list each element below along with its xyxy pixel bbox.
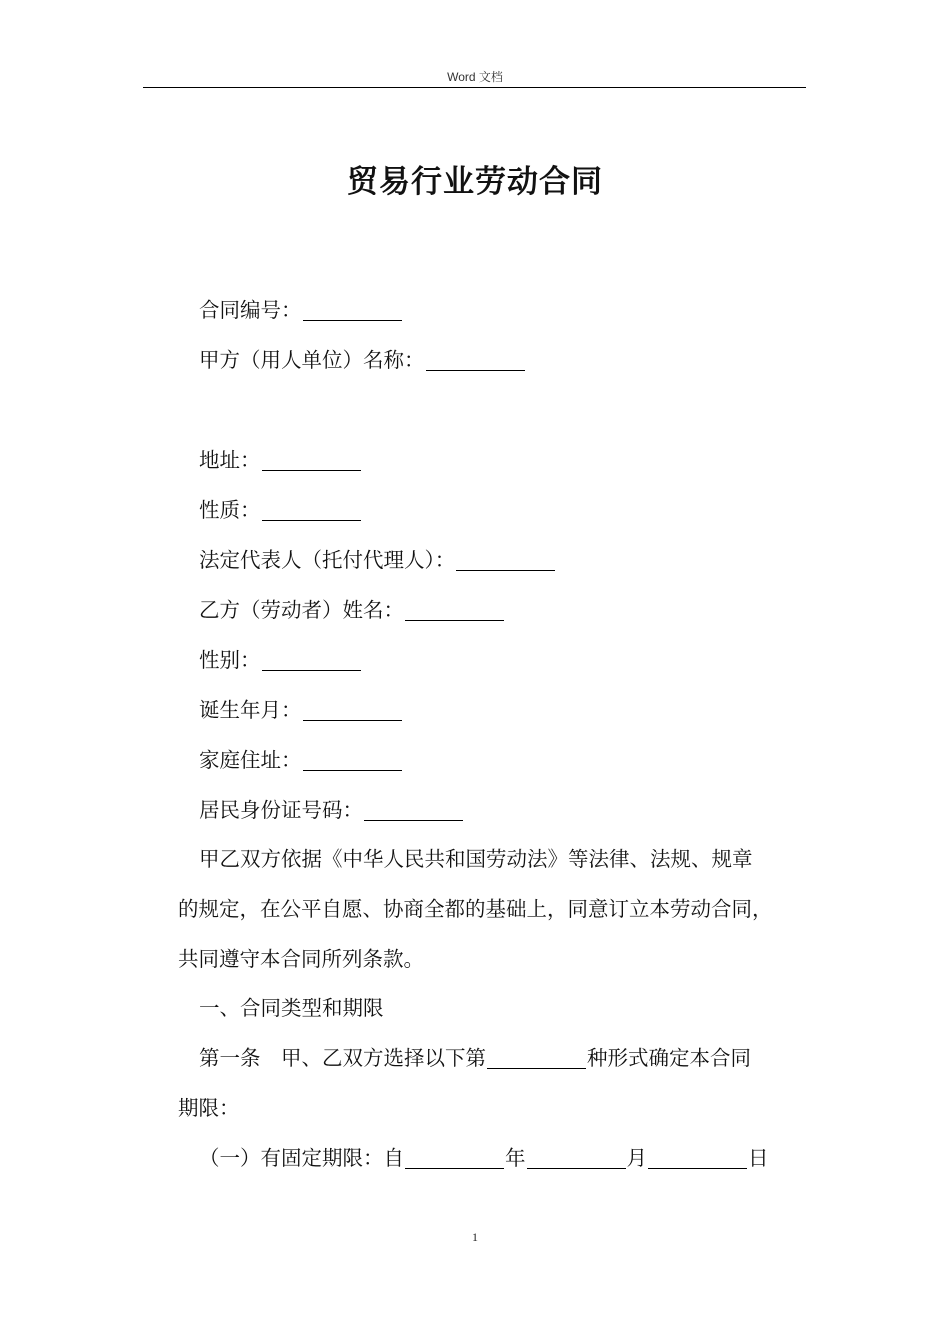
party-a-name-label: 甲方（用人单位）名称： (199, 348, 425, 372)
gender-label: 性别： (199, 648, 261, 672)
month-blank (527, 1148, 626, 1169)
legal-rep-blank (456, 550, 555, 571)
section-1-heading: 一、合同类型和期限 (199, 996, 384, 1020)
contract-number-blank (303, 300, 402, 321)
id-number-line (199, 796, 464, 824)
page-number: 1 (472, 1230, 478, 1244)
fixed-term-line (199, 1144, 769, 1172)
year-blank (405, 1148, 504, 1169)
preamble-line-2: 的规定，在公平自愿、协商全都的基础上，同意订立本劳动合同， (178, 897, 773, 921)
month-label: 月 (626, 1146, 647, 1170)
contract-number-label: 合同编号： (199, 298, 302, 322)
party-a-name-blank (426, 350, 525, 371)
year-label: 年 (505, 1146, 526, 1170)
preamble-line-3: 共同遵守本合同所列条款。 (178, 947, 424, 971)
home-address-label: 家庭住址： (199, 748, 302, 772)
address-blank (262, 450, 361, 471)
home-address-blank (303, 750, 402, 771)
gender-blank (262, 650, 361, 671)
nature-label: 性质： (199, 498, 261, 522)
article-1-line-2: 期限： (178, 1096, 240, 1120)
preamble-line-1: 甲乙双方依据《中华人民共和国劳动法》等法律、法规、规章 (199, 847, 753, 871)
day-blank (648, 1148, 747, 1169)
birth-line (199, 696, 403, 724)
birth-label: 诞生年月： (199, 698, 302, 722)
day-label: 日 (748, 1146, 769, 1170)
party-b-name-label: 乙方（劳动者）姓名： (199, 598, 404, 622)
birth-blank (303, 700, 402, 721)
id-number-blank (364, 800, 463, 821)
nature-blank (262, 500, 361, 521)
address-line (199, 446, 362, 474)
legal-rep-line (199, 546, 556, 574)
legal-rep-label: 法定代表人（托付代理人）： (199, 548, 456, 572)
address-label: 地址： (199, 448, 261, 472)
article-1-blank (487, 1048, 586, 1069)
header-divider (143, 87, 806, 88)
contract-number-line (199, 296, 403, 324)
article-1-line (199, 1044, 751, 1072)
id-number-label: 居民身份证号码： (199, 798, 363, 822)
nature-line (199, 496, 362, 524)
article-1-suffix: 种形式确定本合同 (587, 1046, 751, 1070)
party-b-name-line (199, 596, 505, 624)
page-header-label: Word 文档 (447, 70, 503, 84)
gender-line (199, 646, 362, 674)
party-a-name-line (199, 346, 526, 374)
document-title: 贸易行业劳动合同 (347, 164, 603, 200)
party-b-name-blank (405, 600, 504, 621)
article-1-prefix: 第一条 甲、乙双方选择以下第 (199, 1046, 486, 1070)
fixed-term-prefix: （一）有固定期限：自 (199, 1146, 404, 1170)
home-address-line (199, 746, 403, 774)
